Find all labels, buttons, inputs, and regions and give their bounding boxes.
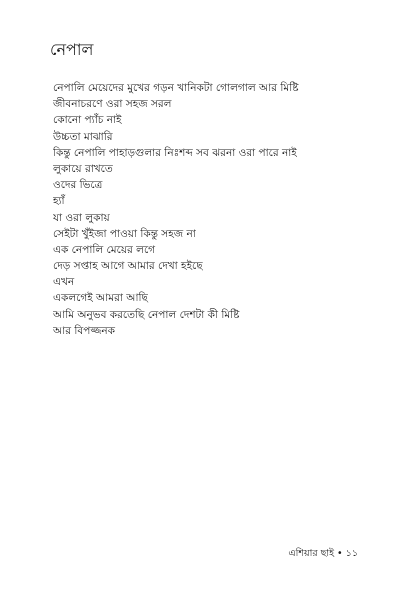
poem-line: এখন — [53, 276, 75, 289]
poem-body — [53, 80, 383, 339]
poem-line: সেইটা খুঁইজা পাওয়া কিন্তু সহজ না — [53, 227, 196, 240]
poem-line: এক নেপালি মেয়ের লগে — [53, 243, 156, 256]
poem-line: নেপালি মেয়েদের মুখের গড়ন খানিকটা গোলগাল আর মিষ্টি — [53, 82, 299, 94]
poem-line: একলগেই আমরা আছি — [53, 292, 148, 305]
poem-line: কোনো প্যাঁচ নাই — [53, 114, 122, 127]
poem-line: লুকায়ে রাখতে — [53, 162, 113, 175]
poem-line: হ্যাঁ — [53, 195, 65, 208]
poem-line: যা ওরা লুকায় — [53, 211, 110, 224]
poem-line: জীবনাচরণে ওরা সহজ সরল — [53, 98, 172, 111]
page-footer-folio: এশিয়ার ছাই • ১১ — [288, 548, 358, 559]
poem-line: কিন্তু নেপালি পাহাড়গুলার নিঃশব্দ সব ঝরনা ওরা পারে নাই — [53, 146, 297, 159]
poem-line: দেড় সপ্তাহ আগে আমার দেখা হইছে — [53, 260, 203, 273]
poem-line: ওদের ভিত্রে — [53, 179, 103, 192]
poem-line: আমি অনুভব করতেছি নেপাল দেশটা কী মিষ্টি — [53, 308, 240, 321]
poem-line: উচ্চতা মাঝারি — [53, 130, 113, 143]
poem-line: আর বিপজ্জনক — [53, 324, 115, 337]
poem-title: নেপাল — [50, 40, 94, 59]
